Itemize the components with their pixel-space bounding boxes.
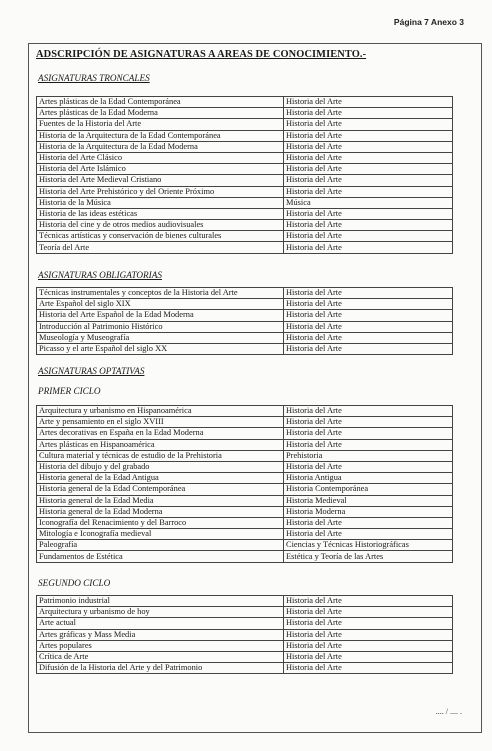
table-row xyxy=(37,551,453,562)
knowledge-area-cell: Historia del Arte xyxy=(284,119,453,130)
subject-name-cell: Historia del Arte Islámico xyxy=(37,164,284,175)
subject-name-cell: Introducción al Patrimonio Histórico xyxy=(37,321,284,332)
table-row xyxy=(37,299,453,310)
subject-name-cell: Artes decorativas en España en la Edad Moderna xyxy=(37,428,284,439)
subject-name-cell: Historia de la Arquitectura de la Edad Moderna xyxy=(37,141,284,152)
table-row xyxy=(37,461,453,472)
table-row xyxy=(37,119,453,130)
table-row xyxy=(37,439,453,450)
knowledge-area-cell: Estética y Teoría de las Artes xyxy=(284,551,453,562)
subject-name-cell: Artes gráficas y Mass Media xyxy=(37,629,284,640)
table-row xyxy=(37,321,453,332)
table-row xyxy=(37,629,453,640)
table-row xyxy=(37,484,453,495)
knowledge-area-cell: Historia del Arte xyxy=(284,310,453,321)
table-row xyxy=(37,517,453,528)
knowledge-area-cell: Historia del Arte xyxy=(284,640,453,651)
knowledge-area-cell: Historia del Arte xyxy=(284,164,453,175)
table-row xyxy=(37,164,453,175)
table-row xyxy=(37,529,453,540)
subject-name-cell: Historia del dibujo y del grabado xyxy=(37,461,284,472)
knowledge-area-cell: Prehistoria xyxy=(284,450,453,461)
table-row xyxy=(37,231,453,242)
table-row xyxy=(37,450,453,461)
table-row xyxy=(37,343,453,354)
knowledge-area-cell: Historia del Arte xyxy=(284,663,453,674)
subject-name-cell: Arte Español del siglo XIX xyxy=(37,299,284,310)
table-row xyxy=(37,130,453,141)
table-row xyxy=(37,651,453,662)
knowledge-area-cell: Historia del Arte xyxy=(284,175,453,186)
knowledge-area-cell: Historia del Arte xyxy=(284,428,453,439)
subheading-primer-ciclo: PRIMER CICLO xyxy=(38,386,101,396)
table-row xyxy=(37,288,453,299)
table-row xyxy=(37,242,453,253)
knowledge-area-cell: Historia del Arte xyxy=(284,321,453,332)
knowledge-area-cell: Historia del Arte xyxy=(284,208,453,219)
knowledge-area-cell: Historia del Arte xyxy=(284,231,453,242)
subject-name-cell: Historia general de la Edad Moderna xyxy=(37,506,284,517)
subject-name-cell: Fundamentos de Estética xyxy=(37,551,284,562)
table-row xyxy=(37,540,453,551)
table-row xyxy=(37,417,453,428)
knowledge-area-cell: Historia del Arte xyxy=(284,288,453,299)
knowledge-area-cell: Historia del Arte xyxy=(284,529,453,540)
knowledge-area-cell: Historia del Arte xyxy=(284,108,453,119)
table-row xyxy=(37,141,453,152)
knowledge-area-cell: Historia del Arte xyxy=(284,439,453,450)
section-heading-troncales: ASIGNATURAS TRONCALES xyxy=(38,73,150,83)
subject-name-cell: Patrimonio industrial xyxy=(37,596,284,607)
knowledge-area-cell: Historia del Arte xyxy=(284,220,453,231)
subject-name-cell: Historia general de la Edad Contemporánea xyxy=(37,484,284,495)
knowledge-area-cell: Historia del Arte xyxy=(284,332,453,343)
table-row xyxy=(37,640,453,651)
table-troncales xyxy=(36,96,453,254)
knowledge-area-cell: Historia del Arte xyxy=(284,461,453,472)
table-row xyxy=(37,663,453,674)
subject-name-cell: Historia del Arte Clásico xyxy=(37,152,284,163)
table-row xyxy=(37,332,453,343)
page-header: Página 7 Anexo 3 xyxy=(393,17,464,27)
knowledge-area-cell: Historia del Arte xyxy=(284,186,453,197)
knowledge-area-cell: Historia del Arte xyxy=(284,130,453,141)
table-row xyxy=(37,220,453,231)
subject-name-cell: Museología y Museografía xyxy=(37,332,284,343)
knowledge-area-cell: Historia del Arte xyxy=(284,97,453,108)
table-row xyxy=(37,197,453,208)
knowledge-area-cell: Historia del Arte xyxy=(284,651,453,662)
table-segundo-ciclo xyxy=(36,595,453,674)
subject-name-cell: Historia general de la Edad Antigua xyxy=(37,473,284,484)
subject-name-cell: Mitología e Iconografía medieval xyxy=(37,529,284,540)
subject-name-cell: Artes populares xyxy=(37,640,284,651)
subject-name-cell: Teoría del Arte xyxy=(37,242,284,253)
subject-name-cell: Historia de la Música xyxy=(37,197,284,208)
subject-name-cell: Historia del Arte Español de la Edad Moderna xyxy=(37,310,284,321)
subject-name-cell: Arte y pensamiento en el siglo XVIII xyxy=(37,417,284,428)
knowledge-area-cell: Historia Moderna xyxy=(284,506,453,517)
subject-name-cell: Arquitectura y urbanismo en Hispanoamérica xyxy=(37,406,284,417)
subject-name-cell: Historia del Arte Medieval Cristiano xyxy=(37,175,284,186)
knowledge-area-cell: Historia del Arte xyxy=(284,517,453,528)
subject-name-cell: Arte actual xyxy=(37,618,284,629)
table-primer-ciclo xyxy=(36,405,453,563)
subject-name-cell: Historia del cine y de otros medios audiovisuales xyxy=(37,220,284,231)
subject-name-cell: Historia general de la Edad Media xyxy=(37,495,284,506)
table-row xyxy=(37,208,453,219)
knowledge-area-cell: Historia del Arte xyxy=(284,607,453,618)
knowledge-area-cell: Historia Antigua xyxy=(284,473,453,484)
knowledge-area-cell: Ciencias y Técnicas Historiográficas xyxy=(284,540,453,551)
subject-name-cell: Cultura material y técnicas de estudio de la Prehistoria xyxy=(37,450,284,461)
knowledge-area-cell: Historia del Arte xyxy=(284,417,453,428)
subject-name-cell: Artes plásticas en Hispanoamérica xyxy=(37,439,284,450)
knowledge-area-cell: Historia del Arte xyxy=(284,406,453,417)
subject-name-cell: Historia de la Arquitectura de la Edad Contemporánea xyxy=(37,130,284,141)
subject-name-cell: Difusión de la Historia del Arte y del Patrimonio xyxy=(37,663,284,674)
subject-name-cell: Historia del Arte Prehistórico y del Oriente Próximo xyxy=(37,186,284,197)
subject-name-cell: Técnicas instrumentales y conceptos de la Historia del Arte xyxy=(37,288,284,299)
knowledge-area-cell: Historia del Arte xyxy=(284,152,453,163)
knowledge-area-cell: Historia del Arte xyxy=(284,629,453,640)
table-row xyxy=(37,618,453,629)
page-marker: .... / .... . xyxy=(435,707,462,716)
subject-name-cell: Iconografía del Renacimiento y del Barroco xyxy=(37,517,284,528)
table-row xyxy=(37,175,453,186)
table-row xyxy=(37,406,453,417)
section-heading-optativas: ASIGNATURAS OPTATIVAS xyxy=(38,366,145,376)
subheading-segundo-ciclo: SEGUNDO CICLO xyxy=(38,578,111,588)
knowledge-area-cell: Historia del Arte xyxy=(284,141,453,152)
table-row xyxy=(37,310,453,321)
knowledge-area-cell: Historia del Arte xyxy=(284,618,453,629)
knowledge-area-cell: Historia del Arte xyxy=(284,596,453,607)
table-row xyxy=(37,473,453,484)
table-row xyxy=(37,152,453,163)
knowledge-area-cell: Música xyxy=(284,197,453,208)
subject-name-cell: Crítica de Arte xyxy=(37,651,284,662)
table-row xyxy=(37,97,453,108)
document-title: ADSCRIPCIÓN DE ASIGNATURAS A AREAS DE CONOCIMIENTO.- xyxy=(36,49,367,60)
knowledge-area-cell: Historia del Arte xyxy=(284,242,453,253)
knowledge-area-cell: Historia del Arte xyxy=(284,299,453,310)
subject-name-cell: Arquitectura y urbanismo de hoy xyxy=(37,607,284,618)
knowledge-area-cell: Historia del Arte xyxy=(284,343,453,354)
table-row xyxy=(37,186,453,197)
subject-name-cell: Fuentes de la Historia del Arte xyxy=(37,119,284,130)
table-row xyxy=(37,596,453,607)
subject-name-cell: Paleografía xyxy=(37,540,284,551)
subject-name-cell: Historia de las ideas estéticas xyxy=(37,208,284,219)
table-row xyxy=(37,506,453,517)
knowledge-area-cell: Historia Medieval xyxy=(284,495,453,506)
subject-name-cell: Artes plásticas de la Edad Moderna xyxy=(37,108,284,119)
knowledge-area-cell: Historia Contemporánea xyxy=(284,484,453,495)
subject-name-cell: Picasso y el arte Español del siglo XX xyxy=(37,343,284,354)
table-row xyxy=(37,495,453,506)
section-heading-obligatorias: ASIGNATURAS OBLIGATORIAS xyxy=(38,270,162,280)
subject-name-cell: Artes plásticas de la Edad Contemporánea xyxy=(37,97,284,108)
subject-name-cell: Técnicas artísticas y conservación de bienes culturales xyxy=(37,231,284,242)
table-row xyxy=(37,428,453,439)
table-row xyxy=(37,108,453,119)
table-row xyxy=(37,607,453,618)
table-obligatorias xyxy=(36,287,453,355)
